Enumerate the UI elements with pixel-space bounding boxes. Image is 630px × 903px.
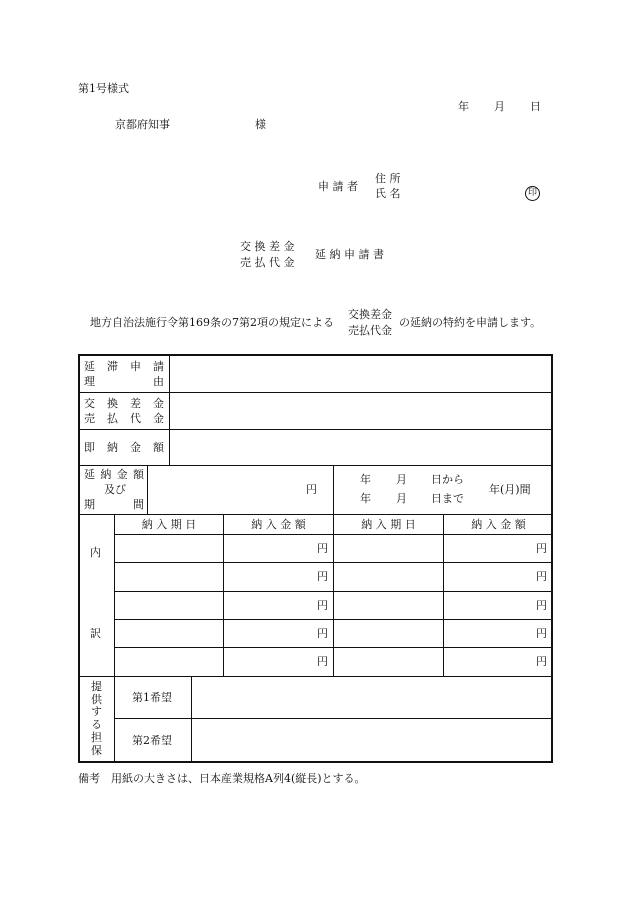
period-to-day: 日まで [431,492,464,505]
header-due-date-1: 納 入 期 日 [141,518,197,531]
date-month: 月 [494,100,505,113]
immediate-payment-label: 即 納 金 額 [84,441,164,454]
collateral-choice-2-label: 第2希望 [132,734,172,747]
period-duration: 年(月)間 [489,483,531,496]
period-to-month: 月 [396,492,407,505]
period-from-day: 日から [431,473,464,486]
header-amount-1: 納 入 金 額 [251,518,306,531]
date-day: 日 [530,100,541,113]
title-line1: 交 換 差 金 [240,240,295,253]
delay-reason-field[interactable] [170,356,551,392]
addressee-name: 京都府知事 [115,118,170,131]
document-title: 延 納 申 請 書 [315,248,384,261]
period-to-year: 年 [360,492,371,505]
yen-right: 円 [536,599,547,612]
applicant-label: 申 請 者 [318,180,358,193]
header-amount-2: 納 入 金 額 [471,518,526,531]
yen-right: 円 [536,627,547,640]
body-option-1: 交換差金 [348,308,392,321]
yen-left: 円 [317,542,328,555]
body-option-2: 売払代金 [348,324,392,337]
title-line2: 売 払 代 金 [240,256,295,269]
immediate-payment-field[interactable] [170,430,551,465]
collateral-choice-2-field[interactable] [192,719,551,761]
body-text-pre: 地方自治法施行令第169条の7第2項の規定による [90,316,334,329]
delay-reason-label: 延 滞 申 請 理 由 [84,360,164,388]
breakdown-label-bottom: 訳 [90,627,101,640]
period-from-month: 月 [396,473,407,486]
yen-left: 円 [317,599,328,612]
collateral-label: 提 供 す る 担 保 [91,680,102,757]
header-due-date-2: 納 入 期 日 [361,518,416,531]
body-text-post: の延納の特約を申請します。 [399,316,542,329]
yen-left: 円 [317,627,328,640]
category-field[interactable] [170,393,551,429]
seal-icon: 印 [525,186,540,201]
period-from-year: 年 [360,473,371,486]
collateral-choice-1-field[interactable] [192,677,551,718]
category-label: 交 換 差 金 売 払 代 金 [84,397,164,425]
addressee-suffix: 様 [255,118,266,131]
collateral-choice-1-label: 第1希望 [132,691,172,704]
date-year: 年 [458,100,469,113]
deferred-amount-label: 延 納 金 額 及び 期 間 [84,468,144,511]
yen-right: 円 [536,655,547,668]
deferred-amount-yen: 円 [306,483,317,496]
breakdown-label-top: 内 [90,546,101,559]
applicant-address-label: 住 所 [375,172,401,185]
yen-left: 円 [317,655,328,668]
applicant-name-label: 氏 名 [375,187,401,200]
yen-left: 円 [317,570,328,583]
yen-right: 円 [536,570,547,583]
remarks-note: 備考 用紙の大きさは、日本産業規格A列4(縦長)とする。 [78,772,366,785]
form-number: 第1号様式 [78,82,129,95]
yen-right: 円 [536,542,547,555]
